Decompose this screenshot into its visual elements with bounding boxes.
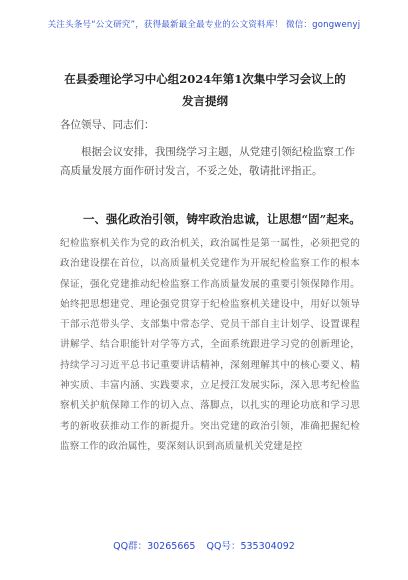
intro-paragraph: 根据会议安排，我围绕学习主题，从党建引领纪检监察工作高质量发展方面作研讨发言，不妥之处，敬请批评指正。 — [60, 146, 355, 177]
section-heading: 一、强化政治引领，铸牢政治忠诚，让思想“固”起来。 — [83, 212, 361, 226]
qq-number-link[interactable]: QQ号：535304092 — [206, 541, 295, 552]
greeting: 各位领导、同志们： — [60, 119, 155, 131]
section-body: 纪检监察机关作为党的政治机关，政治属性是第一属性，必须把党的政治建设摆在首位，以高质量机关党建作为开展纪检监察工作的根本保证，强化党建推动纪检监察工作高质量发展的重要引领保障作用。始终把思想建党、理论强党贯穿于纪检监察机关建设中，用好以领导干部示范带头学、支部集中常态学、党员干部自主计划学、设置课程讲解学、结合职能针对学等方式，全面系统跟进学习党的创新理论，持续学习习近平总书记重要讲话精神，深刻理解其中的核心要义、精神实质、丰富内涵、实践要求，立足授江发展实际，深入思考纪检监察机关护航保障工作的切入点、落脚点，以扎实的理论功底和学习思考的新收获推动工作的新提升。突出党建的政治引领，准确把握纪检监察工作的政治属性，要深刻认识到高质量机关党建是控 — [60, 238, 360, 452]
promo-banner: 关注头条号“公文研究”，获得最新最全最专业的公文资料库！ 微信：gongwenyj — [47, 20, 361, 30]
document-title: 在县委理论学习中心组2024年第1次集中学习会议上的发言提纲 — [64, 72, 346, 108]
footer-contact — [0, 538, 408, 552]
qq-group-link[interactable]: QQ群：30265665 — [113, 541, 196, 552]
